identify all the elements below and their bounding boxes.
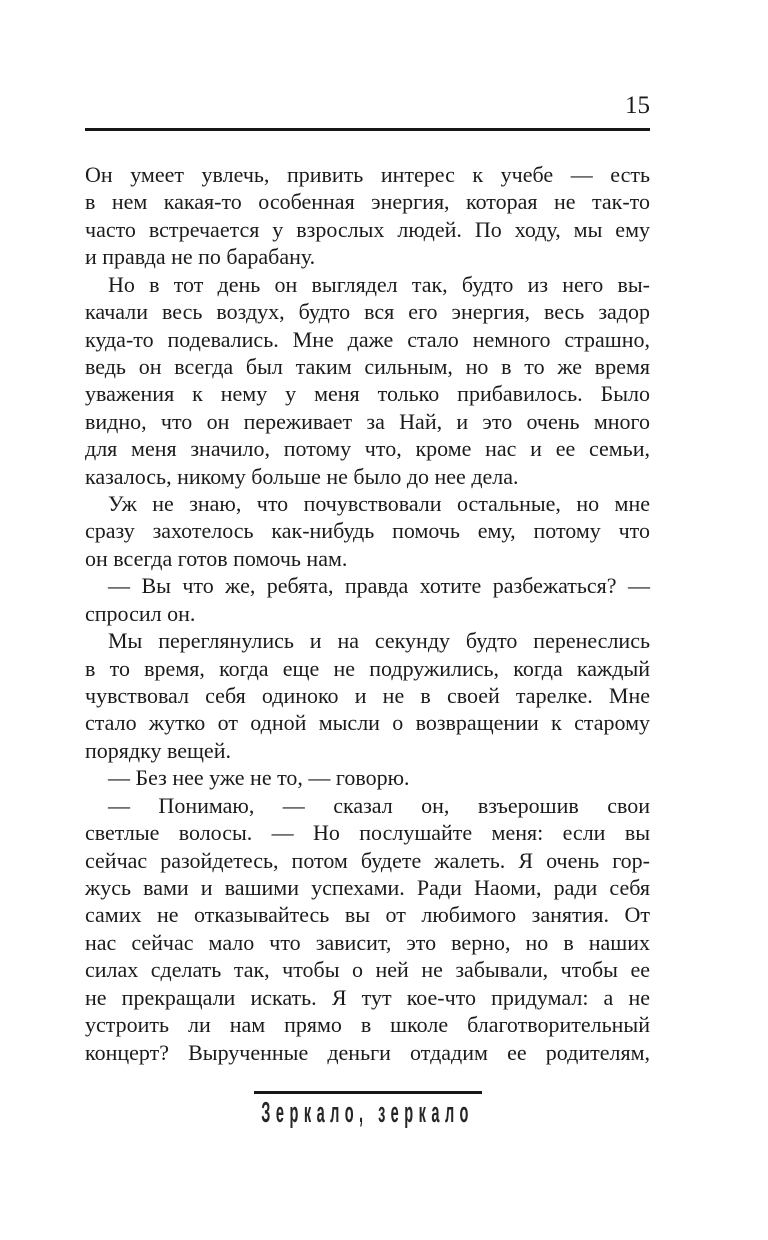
text-line: силах сделать так, чтобы о ней не забывали, чтобы ее [85,957,650,983]
text-line: в нем какая-то особенная энергия, которая не так-то [85,189,650,215]
text-line: сразу захотелось как-нибудь помочь ему, потому что [85,518,650,544]
page-number: 15 [625,92,650,119]
text-line: куда-то подевались. Мне даже стало немного страшно, [85,326,650,352]
footer-rule [254,1091,482,1094]
text-line: в то время, когда еще не подружились, когда каждый [85,655,650,681]
paragraph [85,764,650,791]
text-line: казалось, никому больше не было до нее дела. [85,463,519,489]
text-line: качали весь воздух, будто вся его энергия, весь задор [85,299,650,325]
paragraph [85,572,650,627]
text-body [85,161,650,1066]
text-line: стало жутко от одной мысли о возвращении к старому [85,710,650,736]
text-line: ведь он всегда был таким сильным, но в то же время [85,353,650,379]
text-line: чувствовал себя одиноко и не в своей тарелке. Мне [85,683,650,709]
text-line: Мы переглянулись и на секунду будто перенеслись [108,628,650,654]
text-line: Уж не знаю, что почувствовали остальные, но мне [108,491,650,517]
text-line: не прекращали искать. Я тут кое-что придумал: а не [85,984,650,1010]
text-line: для меня значило, потому что, кроме нас и ее семьи, [85,436,650,462]
text-line: светлые волосы. — Но послушайте меня: если вы [85,820,650,846]
text-line: нас сейчас мало что зависит, это верно, но в наших [85,929,650,955]
paragraph [85,271,650,490]
text-line: видно, что он переживает за Най, и это очень много [85,408,650,434]
text-line: и правда не по барабану. [85,244,316,270]
paragraph [85,161,650,271]
paragraph [85,490,650,572]
book-title: Зеркало, зеркало [261,1097,474,1129]
text-line: устроить ли нам прямо в школе благотворительный [85,1012,650,1038]
paragraph [85,627,650,764]
text-line: уважения к нему у меня только прибавилось. Было [85,381,650,407]
text-line: сейчас разойдетесь, потом будете жалеть. Я очень гор- [85,847,650,873]
text-line: концерт? Вырученные деньги отдадим ее родителям, [85,1039,650,1065]
paragraph [85,792,650,1066]
header-rule [85,128,650,131]
text-line: жусь вами и вашими успехами. Ради Наоми, ради себя [85,874,650,900]
page-footer [85,1097,650,1130]
text-line: — Понимаю, — сказал он, взъерошив свои [108,792,650,818]
text-line: Но в тот день он выглядел так, будто из него вы- [108,271,650,297]
text-line: — Вы что же, ребята, правда хотите разбежаться? — [108,573,650,599]
text-line: он всегда готов помочь нам. [85,545,348,571]
text-line: Он умеет увлечь, привить интерес к учебе — есть [85,162,650,187]
text-line: — Без нее уже не то, — говорю. [108,765,410,791]
text-line: спросил он. [85,600,196,626]
text-line: самих не отказывайтесь вы от любимого занятия. От [85,902,650,928]
text-line: порядку вещей. [85,737,231,763]
text-line: часто встречается у взрослых людей. По ходу, мы ему [85,216,650,242]
